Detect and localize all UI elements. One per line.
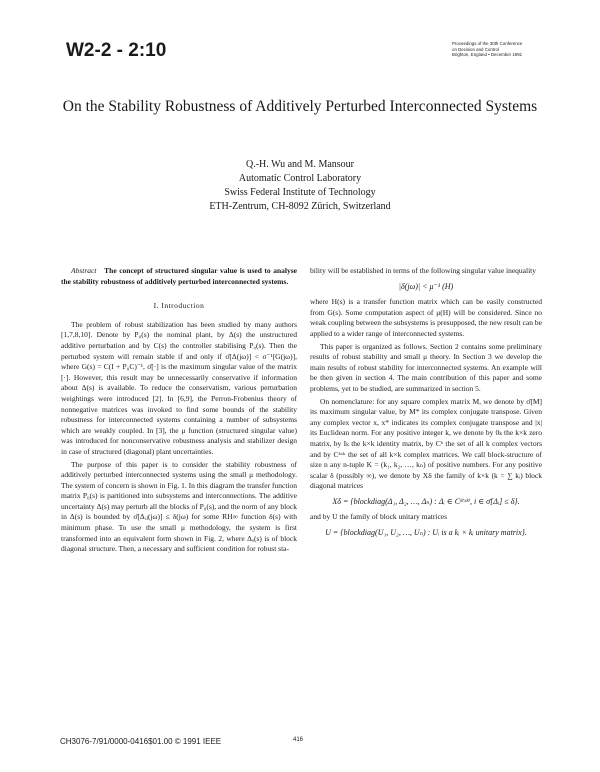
equation: U = {blockdiag(U₁, U₂, …, Uₙ) : Uᵢ is a kᵢ × kᵢ unitary matrix}.	[325, 528, 527, 538]
proceedings-line: on Decision and Control	[452, 46, 499, 52]
intro-paragraph: The purpose of this paper is to consider the stability robustness of additively perturbed interconnected systems using the small μ methodology. The system of concern is shown in Fig. 1. In this diagram the transfer function matrix P₀(s) is partitioned into subsystems and interconnections. The additive uncertainty Δ(s) may perturb all the blocks of P₀(s), and the norm of any block in Δ(s) is bounded by σ̄[Δᵢⱼ(jω)] ≤ δ(jω) for some RH∞ function δ(s) with minimum phase. To use the small μ methodology, the system is first transformed into an equivalent form shown in Fig. 2, where Δₐ(s) is of block diagonal structure. Then, a necessary and sufficient condition for robust sta-	[61, 459, 297, 554]
affiliation-line: ETH-Zentrum, CH-8092 Zürich, Switzerland	[209, 201, 391, 212]
abstract-label: Abstract	[71, 266, 97, 275]
proceedings-note	[452, 41, 580, 58]
paper-title: On the Stability Robustness of Additively Perturbed Interconnected Systems	[62, 98, 538, 115]
proceedings-line: Brighton, England • December 1991	[452, 52, 523, 58]
copyright-footer: CH3076-7/91/0000-0416$01.00 © 1991 IEEE	[60, 737, 222, 746]
abstract	[61, 266, 297, 287]
affiliation-line: Automatic Control Laboratory	[238, 173, 362, 184]
intro-paragraph: The problem of robust stabilization has been studied by many authors [1,7,8,10]. Denote by P₀(s) the nominal plant, by Δ(s) the unstructured additive perturbation and by C(s) the controller stabilising P₀(s). Then the perturbed system will remain stable if and only if σ̄[Δ(jω)] < σ⁻¹[G(jω)], where G(s) = C(I + P₀C)⁻¹, σ̄[·] is the maximum singular value of the matrix [·]. However, this result may be unnecessarily conservative if information about Δ(s) is available. To reduce the conservatism, various perturbation weightings were introduced [2]. In [6,9], the Perron-Frobenius theory of nonnegative matrices was invoked to find some bounds of the stability robustness for interconnected systems containing a number of subsystems which are weakly coupled. In [3], the μ function (structured singular value) was introduced for nonconservative robustness analysis and stabilizer design in case of structured (diagonal) plant uncertainties.	[61, 319, 297, 456]
left-column	[61, 266, 297, 557]
body-paragraph: This paper is organized as follows. Section 2 contains some preliminary results of robust stability and small μ theory. In Section 3 we develop the main results of robust stability for interconnected systems. An example will be then given in section 4. The main contribution of this paper and some problems, yet to be studied, are summarized in section 5.	[310, 341, 542, 393]
body-paragraph: On nomenclature: for any square complex matrix M, we denote by σ̄[M] its maximum singular value, by M* its complex conjugate transpose. Given any complex vector x, x* indicates its complex conjugate transpose and |x| its Euclidean norm. For any positive integer k, we denote by 0ₖ the k×k zero matrix, by Iₖ the k×k identity matrix, by Cᵏ the set of all k complex vectors and by Cᵏˣᵏ the set of all k×k complex matrices. We call block-structure of size n any n-tuple K = (k₁, k₂, …, kₙ) of positive numbers. For any positive scalar δ (possibly ∞), we denote by Xδ the family of k×k (k = ∑ kᵢ) block diagonal matrices	[310, 396, 542, 491]
abstract-text: The concept of structured singular value is used to analyse the stability robustness of additively perturbed interconnected systems.	[61, 266, 298, 286]
page-number: 416	[293, 737, 304, 743]
session-code: W2-2 - 2:10	[66, 40, 167, 61]
affiliation-line: Swiss Federal Institute of Technology	[224, 187, 376, 198]
body-paragraph: bility will be established in terms of the following singular value inequality	[310, 266, 536, 275]
section-heading-introduction: I. Introduction	[153, 301, 205, 311]
author-block	[100, 158, 500, 214]
proceedings-line: Proceedings of the 30th Conference	[452, 41, 523, 46]
right-column	[310, 266, 542, 544]
body-paragraph: where H(s) is a transfer function matrix which can be easily constructed from G(s). Some computation aspect of μ(H) will be considered. Since no weak coupling between the subsystems is presupposed, the new result can be applied to a wider range of interconnected systems.	[310, 297, 542, 338]
equation: |δ(jω)| < μ⁻¹ (H)	[398, 281, 454, 291]
body-paragraph: and by U the family of block unitary matrices	[310, 512, 448, 522]
equation: Xδ = {blockdiag(Δ₁, Δ₂, …, Δₙ) : Δᵢ ∈ Cᵏⁱˣᵏⁱ, i ∈ σ̄[Δᵢ] ≤ δ}.	[332, 496, 520, 506]
author-names: Q.-H. Wu and M. Mansour	[245, 159, 354, 170]
